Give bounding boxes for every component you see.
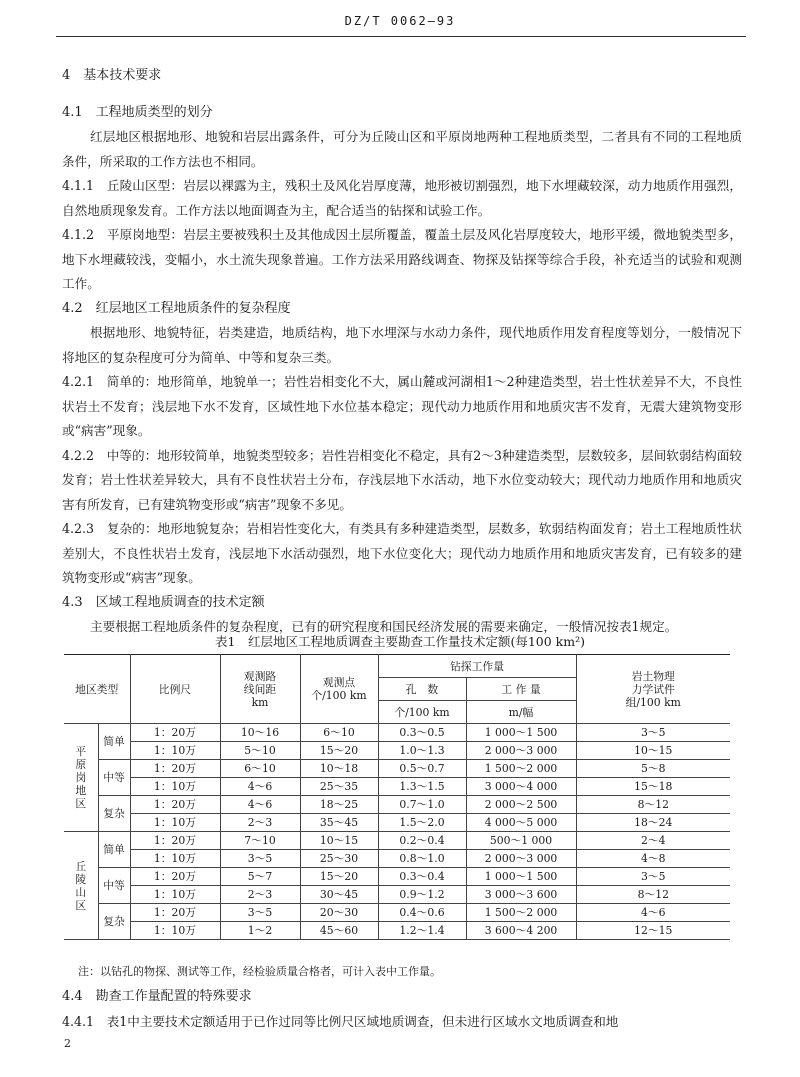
section-4-2-2: 4.2.2 中等的：地形较简单，地貌类型较多；岩性岩相变化不稳定，具有2～3种建造类型，层数较多，层间软弱结构面较发育；岩土性状差异较大，具有不良性状岩土分布，存浅层地下水活动，地下水位变动较大；现代动力地质作用和地质灾害有所发育，已有建筑物变形或“病害”现象不多见。 — [62, 447, 742, 512]
table-cell: 3～5 — [576, 868, 730, 886]
table-cell: 1.5～2.0 — [378, 814, 466, 832]
table-cell: 8～12 — [576, 796, 730, 814]
table-row — [64, 886, 730, 904]
header-rule — [56, 36, 746, 37]
table-cell: 0.4～0.6 — [378, 904, 466, 922]
table-cell: 2～3 — [220, 814, 300, 832]
body-text-top — [62, 64, 742, 640]
complexity-cell: 复杂 — [98, 904, 130, 940]
table-cell: 15～20 — [300, 742, 378, 760]
section-4-2-para: 根据地形、地貌特征，岩类建造，地质结构，地下水埋深与水动力条件，现代地质作用发育程度等划分，一般情况下将地区的复杂程度可分为简单、中等和复杂三类。 — [62, 325, 742, 365]
table-cell: 0.3～0.5 — [378, 724, 466, 742]
table-cell: 10～16 — [220, 724, 300, 742]
table-cell: 2 000～3 000 — [466, 850, 576, 868]
table-cell: 1～2 — [220, 922, 300, 940]
table-cell: 12～15 — [576, 922, 730, 940]
table-cell: 1：10万 — [130, 886, 220, 904]
table-cell: 10～15 — [300, 832, 378, 850]
table-cell: 4 000～5 000 — [466, 814, 576, 832]
table-cell: 3～5 — [220, 904, 300, 922]
table-cell: 0.2～0.4 — [378, 832, 466, 850]
table-cell: 0.8～1.0 — [378, 850, 466, 868]
table-row — [64, 760, 730, 778]
table-cell: 20～30 — [300, 904, 378, 922]
table-cell: 18～24 — [576, 814, 730, 832]
table-cell: 15～18 — [576, 778, 730, 796]
table-cell: 8～12 — [576, 886, 730, 904]
header-scale: 比例尺 — [130, 655, 220, 724]
complexity-cell: 简单 — [98, 832, 130, 868]
table-cell: 2～3 — [220, 886, 300, 904]
workload-table — [64, 654, 730, 940]
table-row — [64, 850, 730, 868]
table-cell: 7～10 — [220, 832, 300, 850]
table-cell: 4～8 — [576, 850, 730, 868]
header-drilling: 钻探工作量 — [378, 655, 576, 678]
table-cell: 1 500～2 000 — [466, 760, 576, 778]
table-cell: 500～1 000 — [466, 832, 576, 850]
table-cell: 0.9～1.2 — [378, 886, 466, 904]
table-cell: 1：20万 — [130, 832, 220, 850]
table-cell: 1 000～1 500 — [466, 868, 576, 886]
table-cell: 1：20万 — [130, 724, 220, 742]
table-cell: 10～15 — [576, 742, 730, 760]
table-cell: 1：20万 — [130, 760, 220, 778]
table-cell: 35～45 — [300, 814, 378, 832]
standard-code-header: DZ/T 0062—93 — [344, 14, 456, 28]
table-cell: 45～60 — [300, 922, 378, 940]
table-cell: 1.0～1.3 — [378, 742, 466, 760]
table-cell: 0.3～0.4 — [378, 868, 466, 886]
section-4-2-heading: 4.2 红层地区工程地质条件的复杂程度 — [62, 300, 291, 316]
header-obs-line: 观测路 线间距 km — [220, 655, 300, 724]
header-workload-unit: m/幅 — [466, 701, 576, 724]
table-cell: 1 000～1 500 — [466, 724, 576, 742]
table-row — [64, 832, 730, 850]
table-cell: 2 000～3 000 — [466, 742, 576, 760]
page-number: 2 — [64, 1037, 71, 1050]
section-4-1-para: 红层地区根据地形、地貌和岩层出露条件，可分为丘陵山区和平原岗地两种工程地质类型，二者具有不同的工程地质条件，所采取的工作方法也不相同。 — [62, 129, 742, 169]
header-region-type: 地区类型 — [64, 655, 130, 724]
header-holes: 孔 数 — [378, 678, 466, 701]
table-cell: 5～10 — [220, 742, 300, 760]
table-cell: 5～7 — [220, 868, 300, 886]
table-cell: 3 000～4 000 — [466, 778, 576, 796]
table-cell: 5～8 — [576, 760, 730, 778]
region-type-cell: 平 原 岗 地 区 — [64, 724, 98, 832]
section-4-2-3: 4.2.3 复杂的：地形地貌复杂；岩相岩性变化大，有类具有多种建造类型，层数多，软弱结构面发育；岩土工程地质性状差别大，不良性状岩土发育，浅层地下水活动强烈，地下水位变化大；现代动力地质作用和地质灾害发育，已有较多的建筑物变形或“病害”现象。 — [62, 521, 742, 585]
table-cell: 6～10 — [220, 760, 300, 778]
table-cell: 1.2～1.4 — [378, 922, 466, 940]
table-cell: 4～6 — [576, 904, 730, 922]
complexity-cell: 复杂 — [98, 796, 130, 832]
section-4-1-heading: 4.1 工程地质类型的划分 — [62, 104, 213, 120]
header-test-specimens: 岩土物理 力学试件 组/100 km — [576, 655, 730, 724]
table-cell: 3 600～4 200 — [466, 922, 576, 940]
table-caption: 表1 红层地区工程地质调查主要勘查工作量技术定额(每100 km²) — [215, 634, 585, 649]
header-workload: 工 作 量 — [466, 678, 576, 701]
table-row — [64, 868, 730, 886]
table-cell: 1：10万 — [130, 742, 220, 760]
table-cell: 1：20万 — [130, 868, 220, 886]
table-cell: 4～6 — [220, 778, 300, 796]
table-row — [64, 796, 730, 814]
table-cell: 1：10万 — [130, 814, 220, 832]
table-cell: 1：20万 — [130, 796, 220, 814]
section-4-4-1: 4.4.1 表1中主要技术定额适用于已作过同等比例尺区域地质调查，但未进行区域水文地质调查和地 — [62, 1013, 619, 1029]
table-cell: 3～5 — [220, 850, 300, 868]
section-4-4-heading: 4.4 勘查工作量配置的特殊要求 — [62, 989, 252, 1004]
table-cell: 3 000～3 600 — [466, 886, 576, 904]
table-cell: 2 000～2 500 — [466, 796, 576, 814]
header-obs-point: 观测点 个/100 km — [300, 655, 378, 724]
section-4-1-2: 4.1.2 平原岗地型：岩层主要被残积土及其他成因土层所覆盖，覆盖土层及风化岩厚度较大，地形平缓，微地貌类型多，地下水埋藏较浅，变幅小，水土流失现象普遍。工作方法采用路线调查、物探及钻探等综合手段，补充适当的试验和观测工作。 — [62, 227, 742, 291]
table-row — [64, 814, 730, 832]
section-4-3-para: 主要根据工程地质条件的复杂程度，已有的研究程度和国民经济发展的需要来确定，一般情况按表1规定。 — [90, 619, 678, 634]
table-cell: 4～6 — [220, 796, 300, 814]
table-cell: 1：10万 — [130, 778, 220, 796]
table-row — [64, 922, 730, 940]
complexity-cell: 简单 — [98, 724, 130, 760]
table-cell: 1：10万 — [130, 922, 220, 940]
table-row — [64, 742, 730, 760]
table-row — [64, 778, 730, 796]
table-cell: 2～4 — [576, 832, 730, 850]
section-4-3-heading: 4.3 区域工程地质调查的技术定额 — [62, 594, 265, 610]
table-cell: 30～45 — [300, 886, 378, 904]
table-cell: 6～10 — [300, 724, 378, 742]
table-cell: 0.7～1.0 — [378, 796, 466, 814]
table-cell: 15～20 — [300, 868, 378, 886]
table-cell: 3～5 — [576, 724, 730, 742]
section-4-2-1: 4.2.1 简单的：地形简单，地貌单一；岩性岩相变化不大，属山麓或河湖相1～2种建造类型，岩土性状差异不大，不良性状岩土不发育；浅层地下水不发育，区域性地下水位基本稳定；现代动力地质作用和地质灾害不发育，无震大建筑物变形或“病害”现象。 — [62, 374, 742, 438]
table-cell: 25～35 — [300, 778, 378, 796]
table-cell: 1.3～1.5 — [378, 778, 466, 796]
table-note: 注：以钻孔的物探、测试等工作，经检验质量合格者，可计入表中工作量。 — [78, 965, 441, 978]
section-4-heading: 4 基本技术要求 — [62, 68, 162, 83]
section-4-1-1: 4.1.1 丘陵山区型：岩层以裸露为主，残积土及风化岩厚度薄，地形被切割强烈，地下水埋藏较深，动力地质作用强烈，自然地质现象发育。工作方法以地面调查为主，配合适当的钻探和试验工作。 — [62, 178, 742, 218]
table-row — [64, 904, 730, 922]
body-text-bottom — [62, 985, 742, 1034]
region-type-cell: 丘 陵 山 区 — [64, 832, 98, 940]
table-row — [64, 724, 730, 742]
table-cell: 10～18 — [300, 760, 378, 778]
table-cell: 0.5～0.7 — [378, 760, 466, 778]
table-cell: 25～30 — [300, 850, 378, 868]
table-cell: 1：10万 — [130, 850, 220, 868]
table-cell: 18～25 — [300, 796, 378, 814]
header-holes-unit: 个/100 km — [378, 701, 466, 724]
table-cell: 1：20万 — [130, 904, 220, 922]
table-cell: 1 500～2 000 — [466, 904, 576, 922]
complexity-cell: 中等 — [98, 868, 130, 904]
complexity-cell: 中等 — [98, 760, 130, 796]
